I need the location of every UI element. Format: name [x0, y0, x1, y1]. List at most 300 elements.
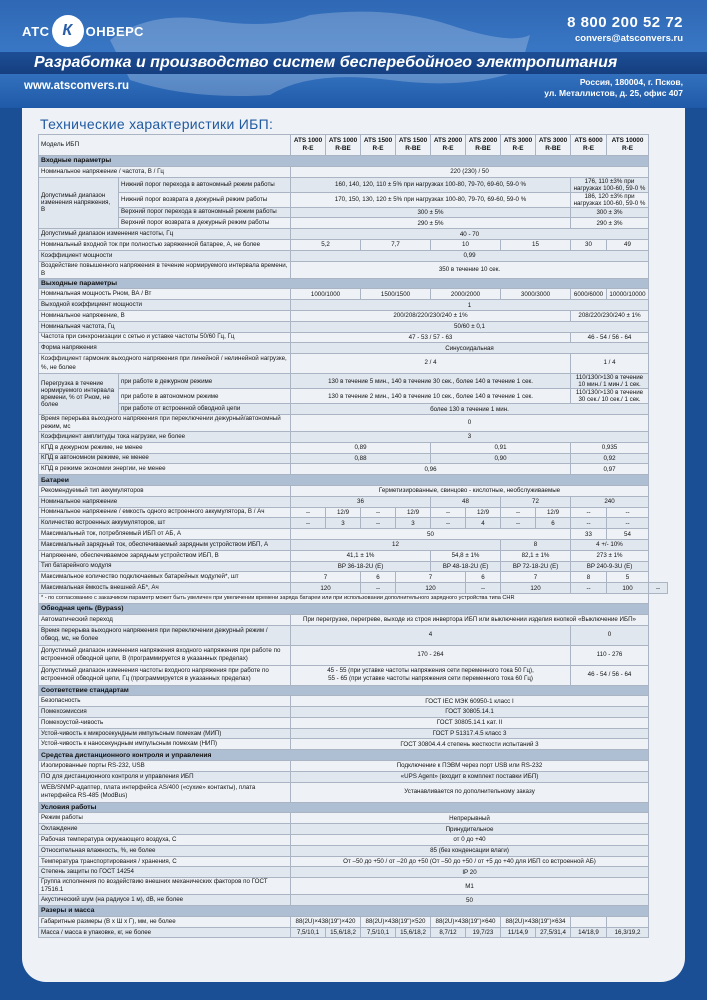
table-row [39, 453, 668, 464]
table-row [39, 239, 668, 250]
model-column-header: ATS 1500 R-BE [396, 135, 431, 156]
table-cell: 88(2U)×438(19")×640 [431, 916, 501, 927]
row-label: Нижний порог перехода в автономный режим работы [119, 177, 291, 192]
row-label: при работе в автономном режиме [119, 389, 291, 404]
row-label: ПО для дистанционного контроля и управления ИБП [39, 771, 291, 782]
table-cell: 7,5/10,1 [291, 927, 326, 938]
table-row [39, 261, 668, 278]
table-cell: 46 - 54 / 56 - 64 [571, 332, 649, 343]
table-cell: От –50 до +50 / от –20 до +50 (От –50 до +50 / от +5 до +40 для ИБП со встроенной АБ) [291, 856, 649, 867]
table-cell: 50/60 ± 0,1 [291, 321, 649, 332]
model-column-header: ATS 1000 R-BE [326, 135, 361, 156]
row-label: Номинальная мощность Pном, ВА / Вт [39, 289, 291, 300]
row-label: Тип батарейного модуля [39, 561, 291, 572]
table-cell: 5 [607, 572, 649, 583]
model-column-header: ATS 2000 R-E [431, 135, 466, 156]
table-cell: 200/208/220/230/240 ± 1% [291, 310, 571, 321]
website-link[interactable]: www.atsconvers.ru [24, 80, 130, 92]
table-cell: ГОСТ 30805.14.1 [291, 707, 649, 718]
table-cell: Подключение к ПЭВМ через порт USB или RS-232 [291, 761, 649, 772]
table-cell: 0,96 [291, 464, 571, 475]
table-cell: 170, 150, 130, 120 ± 5% при нагрузках 100-80, 79-70, 69-60, 59-0 % [291, 192, 571, 207]
table-cell [607, 916, 649, 927]
table-cell: BP 72-18-2U (E) [501, 561, 571, 572]
table-cell: 54 [607, 529, 649, 540]
table-row [39, 343, 668, 354]
footnote: * - по согласованию с заказчиком параметр может быть увеличен при увеличении времени заряда батареи или при использовании дополнительного зарядного устройства типа CHR [39, 593, 649, 603]
table-row [39, 593, 668, 603]
table-cell: 0 [291, 414, 649, 431]
table-cell: 46 - 54 / 56 - 64 [571, 665, 649, 685]
table-row [39, 845, 668, 856]
table-cell: 12/9 [326, 507, 361, 518]
table-cell: 7,5/10,1 [361, 927, 396, 938]
table-cell: «UPS Agent» (входит в комплект поставки ИБП) [291, 771, 649, 782]
table-row [39, 229, 668, 240]
table-row [39, 177, 668, 192]
row-label: Коэффициент амплитуды тока нагрузки, не более [39, 431, 291, 442]
table-row [39, 496, 668, 507]
table-cell: 40 - 70 [291, 229, 649, 240]
row-label: Время перерыва выходного напряжения при переключении дежурный режим / обвод, мс, не более [39, 625, 291, 645]
header-banner [0, 0, 707, 108]
company-logo[interactable] [22, 14, 144, 48]
table-cell: При перегрузке, перегреве, выходе из строя инвертора ИБП или выключении изделия кнопкой «Выключение ИБП» [291, 614, 649, 625]
table-row [39, 166, 668, 177]
table-cell: 120 [396, 583, 466, 594]
table-cell: 48 [431, 496, 501, 507]
table-cell: 8 [501, 539, 571, 550]
table-cell: 1000/1000 [291, 289, 361, 300]
table-cell: 1500/1500 [361, 289, 431, 300]
table-cell: ГОСТ Р 51317.4.5 класс 3 [291, 728, 649, 739]
table-cell: 88(2U)×438(19")×634 [501, 916, 571, 927]
table-cell: -- [649, 583, 668, 594]
table-cell [291, 665, 571, 685]
row-label: Акустический шум (на радиусе 1 м), dB, не более [39, 895, 291, 906]
model-column-header: ATS 2000 R-BE [466, 135, 501, 156]
table-cell: 290 ± 3% [571, 218, 649, 229]
table-cell: 88(2U)×438(19")×520 [361, 916, 431, 927]
section-header: Средства дистанционного контроля и управления [39, 750, 649, 761]
table-cell: 82,1 ± 1% [501, 550, 571, 561]
page-title: Технические характеристики ИБП: [40, 116, 274, 132]
section-header: Соответствие стандартам [39, 685, 649, 696]
row-label: при работе в дежурном режиме [119, 374, 291, 389]
table-row [39, 354, 668, 374]
table-row [39, 135, 668, 156]
table-row [39, 867, 668, 878]
row-label: Температура транспортирования / хранения, С [39, 856, 291, 867]
row-label: Максимальный ток, потребляемый ИБП от АБ, А [39, 529, 291, 540]
phone-number[interactable]: 8 800 200 52 72 [567, 14, 683, 31]
row-label: Количество встроенных аккумуляторов, шт [39, 518, 291, 529]
row-label: Выходной коэффициент мощности [39, 300, 291, 311]
table-row [39, 771, 668, 782]
row-label: КПД в режиме экономии энергии, не менее [39, 464, 291, 475]
model-header: Модель ИБП [39, 135, 291, 156]
model-column-header: ATS 1500 R-E [361, 135, 396, 156]
table-cell: ГОСТ 30805.14.1 кат. II [291, 717, 649, 728]
row-label: Максимальная ёмкость внешней АБ*, Ач [39, 583, 291, 594]
table-cell: 30 [571, 239, 607, 250]
row-label: Номинальный входной ток при полностью заряженной батарее, А, не более [39, 239, 291, 250]
logo-text-right: ОНВЕРС [85, 23, 144, 39]
table-cell: 3 [326, 518, 361, 529]
table-row [39, 782, 668, 802]
group-label: Допустимый диапазон изменения напряжения, В [39, 177, 119, 229]
table-cell: 8 [571, 572, 607, 583]
table-row [39, 761, 668, 772]
table-row [39, 156, 668, 167]
group-label: Перегрузка в течение нормируемого интервала времени, % от Pном, не более [39, 374, 119, 415]
table-cell: 54,8 ± 1% [431, 550, 501, 561]
table-cell: 350 в течение 10 сек. [291, 261, 649, 278]
table-cell: ГОСТ IEC МЭК 60950-1 класс I [291, 696, 649, 707]
table-cell: 3 [396, 518, 431, 529]
table-cell: 36 [291, 496, 431, 507]
row-label: Верхний порог перехода в автономный режим работы [119, 207, 291, 218]
table-cell: 130 в течение 2 мин., 140 в течение 10 сек., более 140 в течение 1 сек. [291, 389, 571, 404]
row-label: Номинальное напряжение [39, 496, 291, 507]
row-label: Номинальное напряжение, В [39, 310, 291, 321]
table-cell: 120 [291, 583, 361, 594]
row-label: WEB/SNMP-адаптер, плата интерфейса AS/400 («сухие» контакты), плата интерфейса RS-485 (ModBus) [39, 782, 291, 802]
address-line-2: ул. Металлистов, д. 25, офис 407 [544, 88, 683, 98]
table-cell: 4 +/- 10% [571, 539, 649, 550]
table-cell: 12 [291, 539, 501, 550]
table-cell: 10000/10000 [607, 289, 649, 300]
table-row [39, 696, 668, 707]
table-cell: 12/9 [536, 507, 571, 518]
row-label: Рекомендуемый тип аккумуляторов [39, 485, 291, 496]
row-label: Форма напряжения [39, 343, 291, 354]
table-cell: 0,99 [291, 250, 649, 261]
table-row [39, 906, 668, 917]
table-row [39, 625, 668, 645]
table-cell: -- [607, 518, 649, 529]
table-cell: -- [501, 518, 536, 529]
table-cell: 15,6/18,2 [326, 927, 361, 938]
table-cell: 11/14,9 [501, 927, 536, 938]
table-cell: 50 [291, 895, 649, 906]
table-cell: 110/130/>130 в течение 30 сек./ 10 сек./ 1 сек. [571, 389, 649, 404]
spec-table [38, 134, 668, 938]
table-row [39, 665, 668, 685]
table-cell: Непрерывный [291, 813, 649, 824]
table-row [39, 878, 668, 895]
table-row [39, 404, 668, 415]
section-header: Условия работы [39, 802, 649, 813]
row-label: Устой-чивость к наносекундным импульсным помехам (НИП) [39, 739, 291, 750]
table-cell: 7 [396, 572, 466, 583]
table-cell: 0,97 [571, 464, 649, 475]
table-cell: 170 - 264 [291, 645, 571, 665]
table-cell: -- [607, 507, 649, 518]
table-row [39, 645, 668, 665]
section-header: Батареи [39, 475, 649, 486]
table-cell: 50 [291, 529, 571, 540]
row-label: Изолированные порты RS-232, USB [39, 761, 291, 772]
table-cell: 130 в течение 5 мин., 140 в течение 30 сек., более 140 в течение 1 сек. [291, 374, 571, 389]
address [544, 77, 683, 99]
table-row [39, 250, 668, 261]
table-cell: -- [431, 518, 466, 529]
row-label: Время перерыва выходного напряжения при переключении дежурный/автономный режим, мс [39, 414, 291, 431]
table-cell: -- [291, 518, 326, 529]
table-cell: 160, 140, 120, 110 ± 5% при нагрузках 100-80, 79-70, 69-60, 59-0 % [291, 177, 571, 192]
table-row [39, 207, 668, 218]
table-cell: -- [466, 583, 501, 594]
table-cell: 120 [501, 583, 571, 594]
table-cell: ГОСТ 30804.4.4 степень жесткости испытаний 3 [291, 739, 649, 750]
table-cell: 10 [431, 239, 501, 250]
table-row [39, 717, 668, 728]
table-cell: 220 (230) / 50 [291, 166, 649, 177]
section-header: Разеры и масса [39, 906, 649, 917]
email-link[interactable]: convers@atsconvers.ru [574, 33, 683, 44]
table-cell: 273 ± 1% [571, 550, 649, 561]
row-label: Номинальная частота, Гц [39, 321, 291, 332]
row-label: Нижний порог возврата в дежурный режим работы [119, 192, 291, 207]
row-label: Устой-чивость к микросекундным импульсным помехам (МИП) [39, 728, 291, 739]
table-cell: 176, 110 ±3% при нагрузках 100-60, 59-0 % [571, 177, 649, 192]
table-row [39, 895, 668, 906]
table-cell: 15 [501, 239, 571, 250]
table-cell: 16,3/19,2 [607, 927, 649, 938]
row-label: Номинальное напряжение / частота, В / Гц [39, 166, 291, 177]
table-cell: 12/9 [396, 507, 431, 518]
table-cell: Устанавливается по дополнительному заказу [291, 782, 649, 802]
table-row [39, 218, 668, 229]
row-label: Рабочая температура окружающего воздуха, С [39, 835, 291, 846]
table-cell: 0,88 [291, 453, 431, 464]
table-row [39, 685, 668, 696]
table-row [39, 518, 668, 529]
table-cell: 85 (без конденсации влаги) [291, 845, 649, 856]
table-cell: -- [361, 583, 396, 594]
row-label: Степень защиты по ГОСТ 14254 [39, 867, 291, 878]
table-cell: 300 ± 5% [291, 207, 571, 218]
row-label: Максимальное количество подключаемых батарейных модулей*, шт [39, 572, 291, 583]
table-row [39, 278, 668, 289]
section-header: Выходные параметры [39, 278, 649, 289]
row-label: Габаритные размеры (В х Ш х Г), мм, не более [39, 916, 291, 927]
slogan-bar: Разработка и производство систем бесперебойного электропитания [0, 52, 707, 74]
table-cell: 33 [571, 529, 607, 540]
table-row [39, 192, 668, 207]
table-cell: 1 / 4 [571, 354, 649, 374]
table-cell: BP 36-18-2U (E) [291, 561, 431, 572]
table-cell: 110 - 276 [571, 645, 649, 665]
table-cell: Синусоидальная [291, 343, 649, 354]
table-cell: 0,89 [291, 442, 431, 453]
table-row [39, 300, 668, 311]
table-cell: 3000/3000 [501, 289, 571, 300]
table-cell: 15,6/18,2 [396, 927, 431, 938]
model-column-header: ATS 3000 R-BE [536, 135, 571, 156]
table-cell: 0,935 [571, 442, 649, 453]
table-row [39, 824, 668, 835]
table-cell: 41,1 ± 1% [291, 550, 431, 561]
table-cell: 2000/2000 [431, 289, 501, 300]
table-cell: BP 48-18-2U (E) [431, 561, 501, 572]
table-row [39, 728, 668, 739]
table-row [39, 332, 668, 343]
row-label: при работе от встроенной обводной цепи [119, 404, 291, 415]
table-cell: более 130 в течение 1 мин. [291, 404, 649, 415]
table-row [39, 927, 668, 938]
row-label: Относительная влажность, %, не более [39, 845, 291, 856]
table-row [39, 321, 668, 332]
logo-k-icon: К [52, 15, 84, 47]
address-line-1: Россия, 180004, г. Псков, [579, 77, 683, 87]
table-cell: 6 [536, 518, 571, 529]
table-row [39, 856, 668, 867]
table-row [39, 485, 668, 496]
table-row [39, 529, 668, 540]
row-label: Частота при синхронизации с сетью и уставке частоты 50/60 Гц, Гц [39, 332, 291, 343]
table-row [39, 572, 668, 583]
row-label: Воздействие повышенного напряжения в течение нормируемого интервала времени, В [39, 261, 291, 278]
spec-panel [22, 108, 685, 982]
table-cell: -- [571, 507, 607, 518]
row-label: КПД в автономном режиме, не менее [39, 453, 291, 464]
table-cell: 186, 120 ±3% при нагрузках 100-60, 59-0 % [571, 192, 649, 207]
table-cell: 49 [607, 239, 649, 250]
table-cell: -- [291, 507, 326, 518]
table-cell: 1 [291, 300, 649, 311]
table-cell: 0,92 [571, 453, 649, 464]
table-cell: 0,90 [431, 453, 571, 464]
table-row [39, 835, 668, 846]
table-cell: 6 [361, 572, 396, 583]
row-label: Помехоэмиссия [39, 707, 291, 718]
table-cell: 7,7 [361, 239, 431, 250]
table-cell: 100 [607, 583, 649, 594]
table-cell: 7 [291, 572, 361, 583]
table-cell: 4 [466, 518, 501, 529]
table-row [39, 561, 668, 572]
row-label: Безопасность [39, 696, 291, 707]
table-row [39, 583, 668, 594]
row-label: Верхний порог возврата в дежурный режим работы [119, 218, 291, 229]
table-cell: 8,7/12 [431, 927, 466, 938]
table-row [39, 289, 668, 300]
table-cell: 208/220/230/240 ± 1% [571, 310, 649, 321]
row-label: Автоматический переход [39, 614, 291, 625]
row-label: Охлаждение [39, 824, 291, 835]
table-cell: от 0 до +40 [291, 835, 649, 846]
row-label: Напряжение, обеспечиваемое зарядным устройством ИБП, В [39, 550, 291, 561]
table-cell: -- [361, 518, 396, 529]
model-column-header: ATS 6000 R-E [571, 135, 607, 156]
table-cell: -- [571, 518, 607, 529]
table-row [39, 614, 668, 625]
table-cell: 6000/6000 [571, 289, 607, 300]
table-row [39, 475, 668, 486]
model-column-header: ATS 1000 R-E [291, 135, 326, 156]
row-label: КПД в дежурном режиме, не менее [39, 442, 291, 453]
row-label: Группа исполнения по воздействию внешних механических факторов по ГОСТ 17516.1 [39, 878, 291, 895]
table-cell: 7 [501, 572, 571, 583]
table-row [39, 916, 668, 927]
row-label: Максимальный зарядный ток, обеспечиваемый зарядным устройством ИБП, А [39, 539, 291, 550]
table-cell: 88(2U)×438(19")×420 [291, 916, 361, 927]
table-cell: 0 [571, 625, 649, 645]
row-label: Коэффициент гармоник выходного напряжения при линейной / нелинейной нагрузке, %, не более [39, 354, 291, 374]
table-cell: 300 ± 3% [571, 207, 649, 218]
cell-line: 45 - 55 (при уставке частоты напряжения сети переменного тока 50 Гц), [327, 666, 534, 674]
table-row [39, 550, 668, 561]
table-cell: 4 [291, 625, 571, 645]
table-row [39, 750, 668, 761]
table-row [39, 603, 668, 614]
table-cell: 240 [571, 496, 649, 507]
row-label: Коэффициент мощности [39, 250, 291, 261]
table-cell: -- [571, 583, 607, 594]
row-label: Допустимый диапазон изменения напряжения входного напряжения при работе по встроенной обводной цепи, В (программируется в указанных пределах) [39, 645, 291, 665]
table-cell: 14/18,9 [571, 927, 607, 938]
table-row [39, 389, 668, 404]
model-column-header: ATS 10000 R-E [607, 135, 649, 156]
table-row [39, 431, 668, 442]
table-cell: 5,2 [291, 239, 361, 250]
cell-line: 55 - 65 (при уставке частоты напряжения сети переменного тока 60 Гц) [328, 675, 533, 682]
table-cell: 47 - 53 / 57 - 63 [291, 332, 571, 343]
section-header: Входные параметры [39, 156, 649, 167]
table-row [39, 310, 668, 321]
table-cell: 290 ± 5% [291, 218, 571, 229]
table-cell: M1 [291, 878, 649, 895]
table-cell: Герметизированные, свинцово - кислотные, необслуживаемые [291, 485, 649, 496]
table-row [39, 507, 668, 518]
row-label: Масса / масса в упаковке, кг, не более [39, 927, 291, 938]
row-label: Допустимый диапазон изменения частоты входного напряжения при работе по встроенной обводной цепи, Гц (программируется в указанных пределах) [39, 665, 291, 685]
table-row [39, 739, 668, 750]
table-cell: 3 [291, 431, 649, 442]
table-cell: Принудительное [291, 824, 649, 835]
table-cell: 72 [501, 496, 571, 507]
row-label: Помехоустой-чивость [39, 717, 291, 728]
table-cell: 2 / 4 [291, 354, 571, 374]
logo-text-left: АТС [22, 23, 50, 39]
table-cell: 27,5/31,4 [536, 927, 571, 938]
table-row [39, 442, 668, 453]
table-row [39, 813, 668, 824]
table-row [39, 802, 668, 813]
table-cell: 0,91 [431, 442, 571, 453]
table-cell: -- [501, 507, 536, 518]
row-label: Номинальное напряжение / емкость одного встроенного аккумулятора, В / Ач [39, 507, 291, 518]
table-row [39, 414, 668, 431]
table-cell: IP 20 [291, 867, 649, 878]
table-cell: 6 [466, 572, 501, 583]
table-cell: -- [361, 507, 396, 518]
table-cell: 110/130/>130 в течение 10 мин./ 1 мин./ 1 сек. [571, 374, 649, 389]
table-cell: -- [431, 507, 466, 518]
table-row [39, 707, 668, 718]
section-header: Обводная цепь (Bypass) [39, 603, 649, 614]
row-label: Допустимый диапазон изменения частоты, Гц [39, 229, 291, 240]
model-column-header: ATS 3000 R-E [501, 135, 536, 156]
table-row [39, 374, 668, 389]
table-cell: BP 240-9-3U (E) [571, 561, 649, 572]
row-label: Режим работы [39, 813, 291, 824]
table-cell: 12/9 [466, 507, 501, 518]
table-row [39, 539, 668, 550]
table-cell [571, 916, 607, 927]
